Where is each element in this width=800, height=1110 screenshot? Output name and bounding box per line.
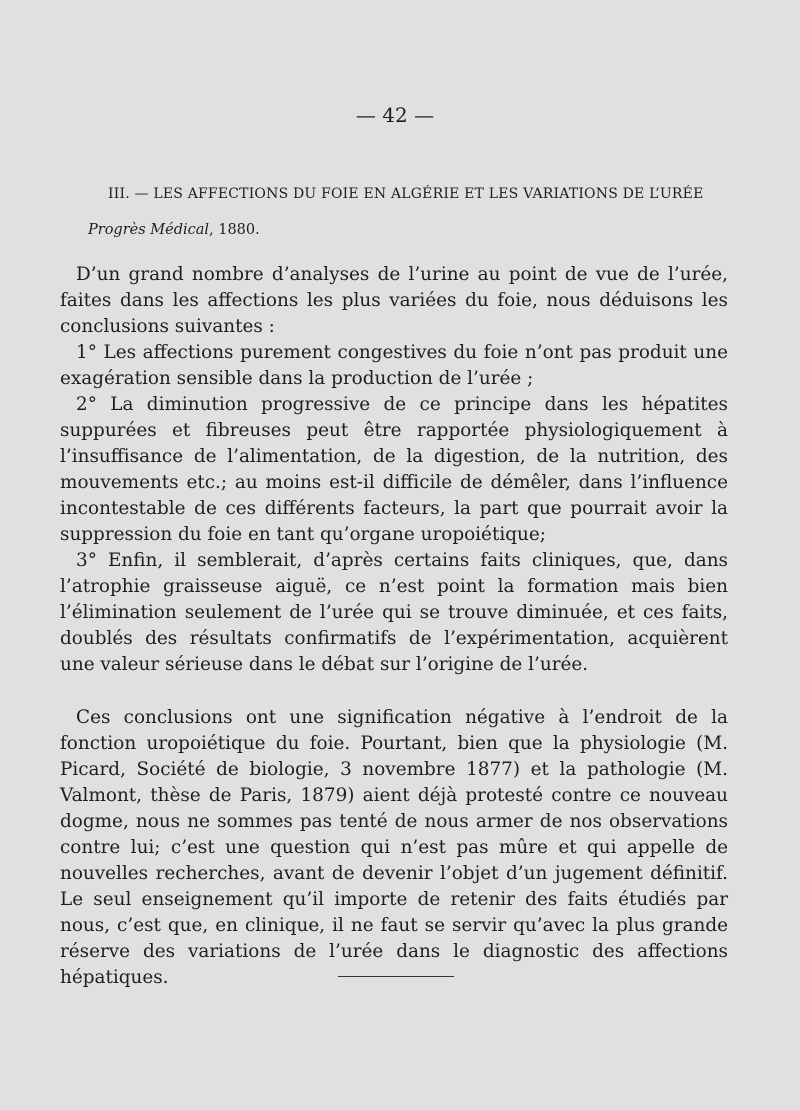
discussion-paragraph: Ces conclusions ont une signification négative à l’endroit de la fonction uropoiétique du foie. Pourtant, bien que la physiologie (M. Picard, Société de biologie, 3 novembre 1877) et la pathologie (M. Valmont, thèse de Paris, 1879) aient déjà protesté contre ce nouveau dogme, nous ne sommes pas tenté de nous armer de nos observations contre lui; c’est une question qui n’est pas mûre et qui appelle de nouvelles recherches, avant de devenir l’objet d’un jugement définitif. Le seul enseignement qu’il importe de retenir des faits étudiés par nous, c’est que, en clinique, il ne faut se servir qu’avec la plus grande réserve des variations de l’urée dans le diagnostic des affections hépatiques. bbox=[60, 707, 728, 988]
publication-year: , 1880. bbox=[209, 222, 260, 238]
conclusions-block bbox=[60, 262, 728, 678]
discussion-block bbox=[60, 705, 728, 991]
conclusion-1-paragraph: 1° Les affections purement congestives du foie n’ont pas produit une exagération sensible dans la production de l’urée ; bbox=[60, 342, 728, 389]
section-heading: III. — LES AFFECTIONS DU FOIE EN ALGÉRIE ET LES VARIATIONS DE L’URÉE bbox=[108, 186, 704, 202]
page-number: — 42 — bbox=[355, 103, 435, 127]
conclusion-2-paragraph: 2° La diminution progressive de ce principe dans les hépatites suppurées et fibreuses peut être rapportée physiologiquement à l’insuffisance de l’alimentation, de la digestion, de la nutrition, des mouvements etc.; au moins est-il difficile de démêler, dans l’influence incontestable de ces différents facteurs, la part que pourrait avoir la suppression du foie en tant qu’organe uropoiétique; bbox=[60, 394, 728, 545]
conclusion-3-paragraph: 3° Enfin, il semblerait, d’après certains faits cliniques, que, dans l’atrophie graisseuse aiguë, ce n’est point la formation mais bien l’élimination seulement de l’urée qui se trouve diminuée, et ces faits, doublés des résultats confirmatifs de l’expérimentation, acquièrent une valeur sérieuse dans le débat sur l’origine de l’urée. bbox=[60, 550, 728, 675]
journal-name: Progrès Médical bbox=[88, 222, 210, 238]
section-end-rule bbox=[338, 976, 454, 977]
intro-paragraph: D’un grand nombre d’analyses de l’urine au point de vue de l’urée, faites dans les affections les plus variées du foie, nous déduisons les conclusions suivantes : bbox=[60, 264, 728, 337]
source-citation bbox=[88, 222, 260, 238]
